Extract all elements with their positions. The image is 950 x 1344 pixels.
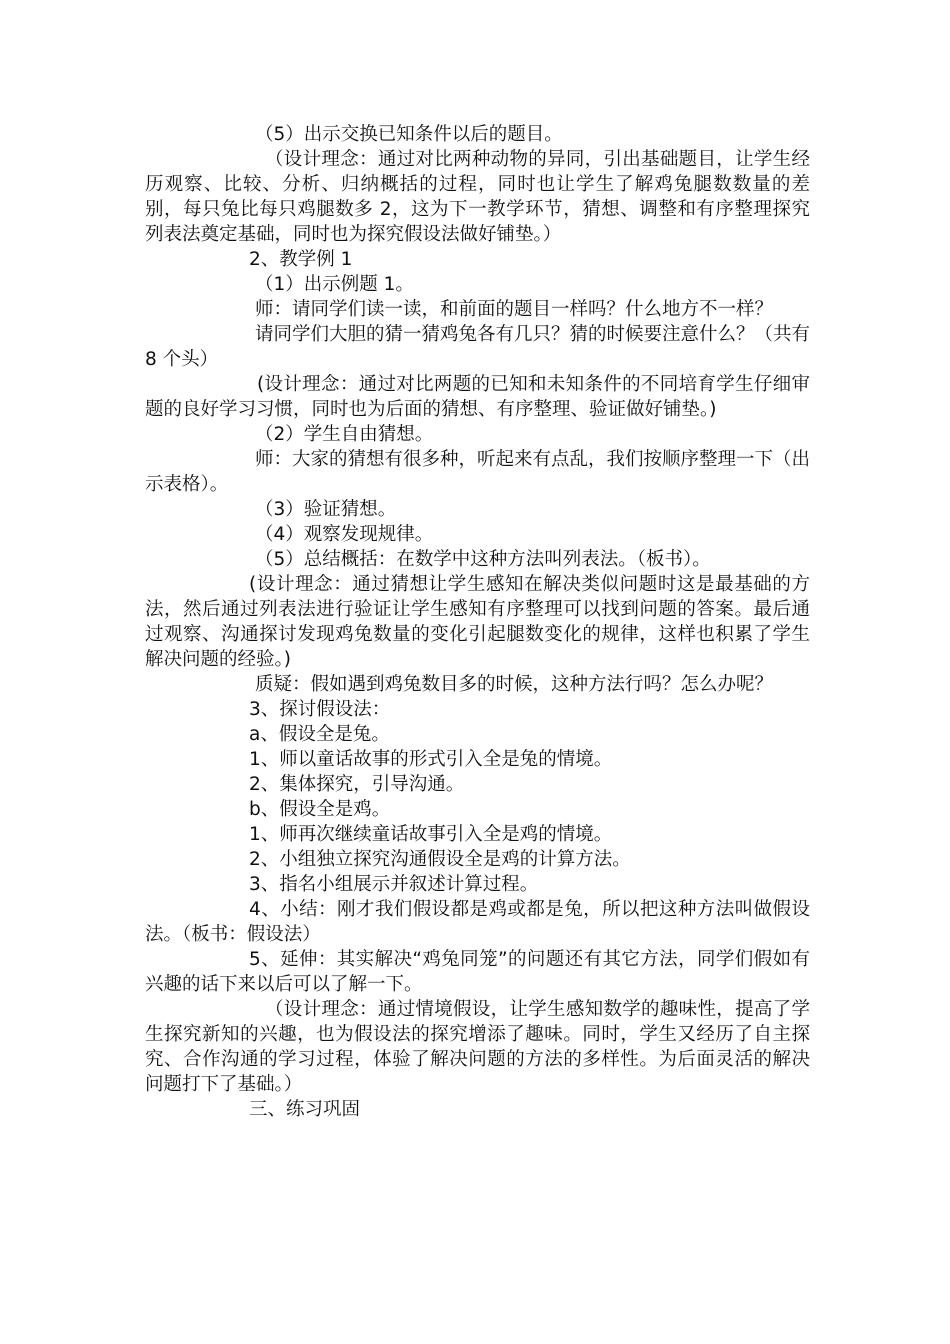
paragraph-section-assumption: 3、探讨假设法：	[249, 699, 391, 720]
paragraph-verify-guess: （3）验证猜想。	[255, 499, 397, 520]
paragraph-free-guess: （2）学生自由猜想。	[255, 424, 434, 445]
paragraph-assume-chickens: b、假设全是鸡。	[249, 799, 391, 820]
paragraph-teacher-organize: 师：大家的猜想有很多种，听起来有点乱，我们按顺序整理一下（出示表格）。	[145, 449, 811, 495]
paragraph-section-practice: 三、练习巩固	[249, 1099, 361, 1120]
paragraph-observe-pattern: （4）观察发现规律。	[255, 524, 434, 545]
paragraph-rabbit-story: 1、师以童话故事的形式引入全是兔的情境。	[249, 749, 613, 770]
paragraph-question: 质疑：假如遇到鸡兔数目多的时候，这种方法行吗？怎么办呢？	[255, 674, 774, 695]
paragraph-section-example-1: 2、教学例 1	[249, 249, 353, 270]
paragraph-assume-rabbits: a、假设全是兔。	[249, 724, 390, 745]
paragraph-teacher-read: 师：请同学们读一读，和前面的题目一样吗？什么地方不一样？	[255, 299, 774, 320]
paragraph-extension: 5、延伸：其实解决“鸡兔同笼”的问题还有其它方法，同学们假如有兴趣的话下来以后可以了解一下。	[145, 949, 810, 995]
paragraph-summary-table-method: （5）总结概括：在数学中这种方法叫列表法。（板书）。	[255, 549, 711, 570]
paragraph-guess-prompt: 请同学们大胆的猜一猜鸡兔各有几只？猜的时候要注意什么？（共有 8 个头）	[145, 324, 811, 370]
paragraph-design-note-4: （设计理念：通过情境假设，让学生感知数学的趣味性，提高了学生探究新知的兴趣，也为假设法的探究增添了趣味。同时，学生又经历了自主探究、合作沟通的学习过程，体验了解决问题的方法的多样性。为后面灵活的解决问题打下了基础。）	[145, 999, 810, 1095]
paragraph-show-example-1: （1）出示例题 1。	[255, 274, 414, 295]
paragraph-design-note-2: (设计理念：通过对比两题的已知和未知条件的不同培育学生仔细审题的良好学习习惯，同时也为后面的猜想、有序整理、验证做好铺垫。)	[145, 374, 810, 420]
paragraph-design-note-1: （设计理念：通过对比两种动物的异同，引出基础题目，让学生经历观察、比较、分析、归纳概括的过程，同时也让学生了解鸡兔腿数数量的差别，每只兔比每只鸡腿数多 2，这为下一教学环节，猜想、调整和有序整理探究列表法奠定基础，同时也为探究假设法做好铺垫。）	[145, 149, 810, 245]
paragraph-small-group: 2、小组独立探究沟通假设全是鸡的计算方法。	[249, 849, 631, 870]
paragraph-chicken-story: 1、师再次继续童话故事引入全是鸡的情境。	[249, 824, 613, 845]
document-body	[145, 122, 810, 1122]
paragraph-design-note-3: (设计理念：通过猜想让学生感知在解决类似问题时这是最基础的方法，然后通过列表法进行验证让学生感知有序整理可以找到问题的答案。最后通过观察、沟通探讨发现鸡兔数量的变化引起腿数变化的规律，这样也积累了学生解决问题的经验。)	[145, 574, 810, 670]
paragraph-step-5-show-problem: （5）出示交换已知条件以后的题目。	[255, 124, 563, 145]
paragraph-group-explore: 2、集体探究，引导沟通。	[249, 774, 465, 795]
paragraph-present-process: 3、指名小组展示并叙述计算过程。	[249, 874, 539, 895]
paragraph-conclusion: 4、小结：刚才我们假设都是鸡或都是兔，所以把这种方法叫做假设法。（板书：假设法）	[145, 899, 810, 945]
